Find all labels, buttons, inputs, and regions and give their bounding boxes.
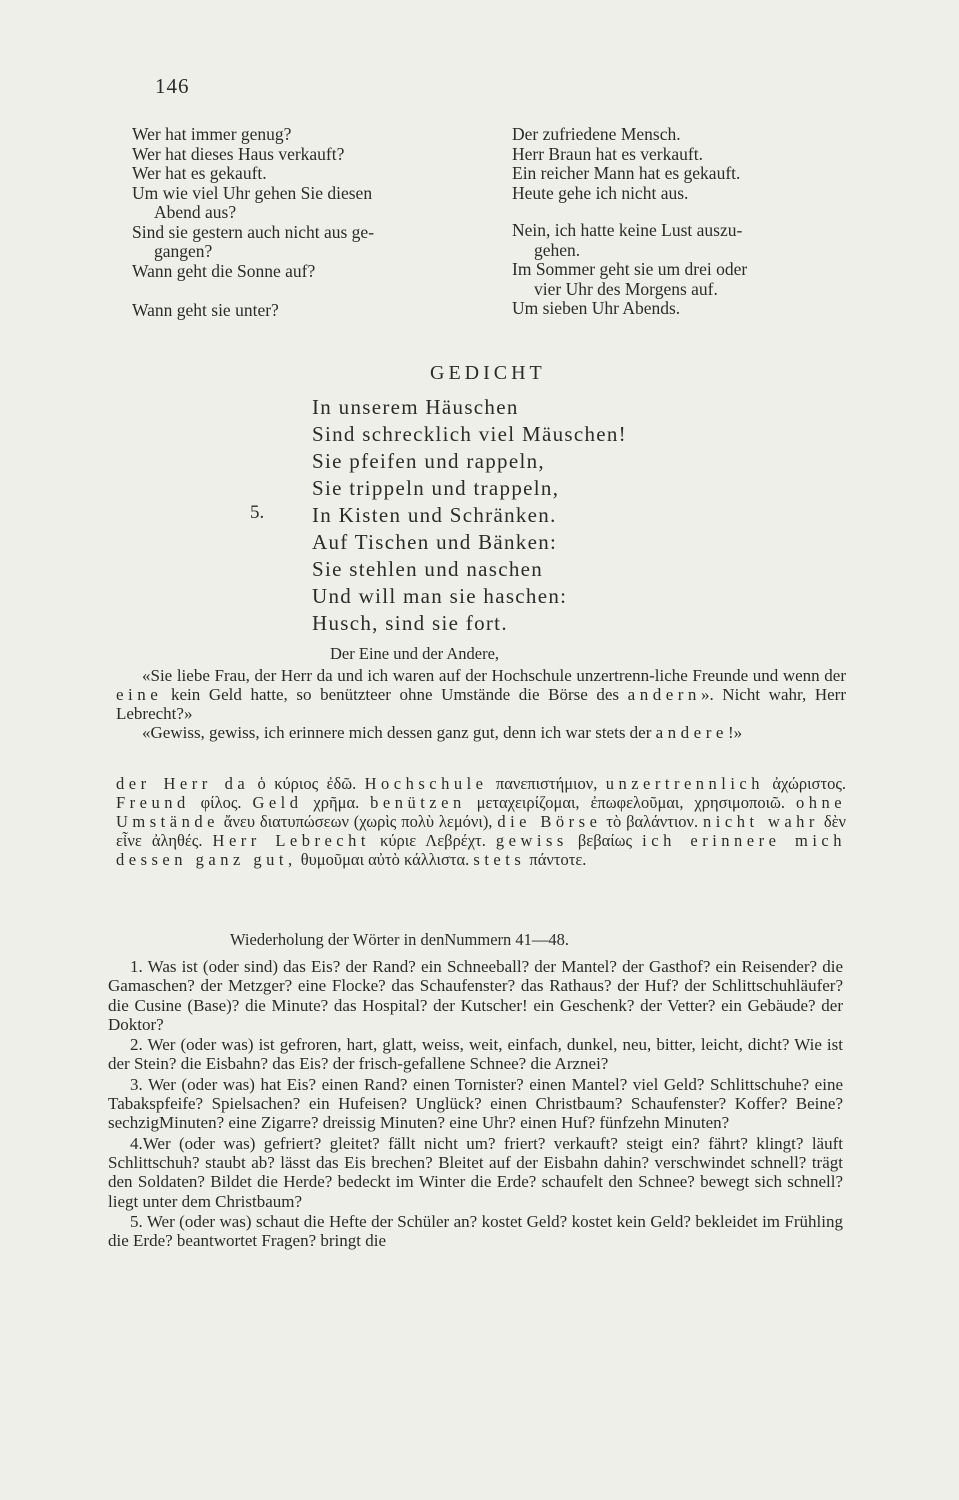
page-number: 146 bbox=[155, 74, 190, 98]
question: Sind sie gestern auch nicht aus ge- gangen? bbox=[132, 221, 375, 261]
review-title: Wiederholung der Wörter in denNummern 41—48. bbox=[230, 930, 570, 949]
poem-title: GEDICHT bbox=[430, 362, 546, 384]
glossary-paragraph: der Herr da ὁ κύριος ἐδῶ. Hochschule πανεπιστήμιον, unzertrennlich ἀχώριστος. Freund φίλος. Geld χρῆμα. benützen μεταχειρίζομαι, ἐπωφελοῦμαι, χρησιμοποιῶ. ohne Umstände ἄνευ διατυπώσεων (χωρὶς πολὺ λεμόνι), die Börse τὸ βαλάντιον. nicht wahr δὲν εἶνε ἀληθές. Herr Lebrecht κύριε Λεβρέχτ. gewiss βεβαίως ich erinnere mich dessen ganz gut, θυμοῦμαι αὐτὸ κάλλιστα. stets πάντοτε. bbox=[116, 774, 847, 869]
review-paragraph: 1. Was ist (oder sind) das Eis? der Rand? ein Schneeball? der Mantel? der Gasthof? ein Reisender? die Gamaschen? der Metzger? eine Flocke? das Schaufenster? das Rathaus? der Huf? der Schlittschuhläufer? die Cusine (Base)? die Minute? das Hospital? der Kutscher! ein Geschenk? der Vetter? ein Gebäude? der Doktor? bbox=[108, 957, 843, 1034]
story-paragraph: «Sie liebe Frau, der Herr da und ich waren auf der Hochschule unzertrenn-liche Freunde und wenn der eine kein Geld hatte, so benützteer ohne Umstände die Börse des andern». Nicht wahr, Herr Lebrecht?» bbox=[116, 666, 846, 723]
review-paragraph: 2. Wer (oder was) ist gefroren, hart, glatt, weiss, weit, einfach, dunkel, neu, bitter, leicht, dicht? Wie ist der Stein? die Eisbahn? das Eis? der frisch-gefallene Schnee? die Arznei? bbox=[108, 1035, 843, 1074]
poem-line: Sie trippeln und trappeln, bbox=[312, 476, 560, 500]
question: Wann geht die Sonne auf? bbox=[132, 260, 316, 281]
poem-line: Und will man sie haschen: bbox=[312, 584, 568, 608]
poem-line: Auf Tischen und Bänken: bbox=[312, 530, 558, 554]
poem-line: Sind schrecklich viel Mäuschen! bbox=[312, 422, 627, 446]
answer: Nein, ich hatte keine Lust auszu- gehen. bbox=[512, 220, 743, 260]
question: Wer hat es gekauft. bbox=[132, 163, 267, 183]
story-paragraph: «Gewiss, gewiss, ich erinnere mich dessen ganz gut, denn ich war stets der andere!» bbox=[142, 723, 743, 742]
poem-line: Sie pfeifen und rappeln, bbox=[312, 449, 545, 473]
answer: Der zufriedene Mensch. bbox=[512, 124, 681, 144]
answer: Herr Braun hat es verkauft. bbox=[512, 143, 703, 164]
answer: Heute gehe ich nicht aus. bbox=[512, 182, 689, 203]
poem-line: In Kisten und Schränken. bbox=[312, 503, 557, 527]
answers-column bbox=[512, 125, 857, 319]
vocabulary-glossary bbox=[116, 774, 846, 869]
review-paragraph: 4.Wer (oder was) gefriert? gleitet? fällt nicht um? friert? verkauft? steigt ein? fährt? klingt? läuft Schlittschuh? staubt ab? lässt das Eis brechen? Bleitet auf der Eisbahn dahin? verschwindet schnell? trägt den Soldaten? Bildet die Herde? bedeckt im Winter die Erde? schaufelt den Schnee? bewegt sich schnell? liegt unter dem Christbaum? bbox=[108, 1133, 843, 1211]
poem-line-number: 5. bbox=[250, 502, 265, 523]
question: Wer hat immer genug? bbox=[132, 124, 292, 144]
question: Um wie viel Uhr gehen Sie diesen Abend aus? bbox=[132, 182, 373, 222]
question: Wer hat dieses Haus verkauft? bbox=[132, 143, 345, 164]
answer: Um sieben Uhr Abends. bbox=[512, 298, 681, 318]
review-paragraph: 5. Wer (oder was) schaut die Hefte der Schüler an? kostet Geld? kostet kein Geld? bekleidet im Frühling die Erde? beantwortet Fragen? bringt die bbox=[108, 1211, 843, 1251]
story-text bbox=[116, 666, 846, 742]
poem-line: Husch, sind sie fort. bbox=[312, 611, 508, 635]
poem-line: Sie stehlen und naschen bbox=[312, 557, 544, 581]
story-title: Der Eine und der Andere, bbox=[330, 644, 500, 663]
review-exercises bbox=[108, 957, 843, 1251]
question: Wann geht sie unter? bbox=[132, 300, 279, 320]
poem-line: In unserem Häuschen bbox=[312, 395, 519, 419]
review-paragraph: 3. Wer (oder was) hat Eis? einen Rand? einen Tornister? einen Mantel? viel Geld? Schlittschuhe? eine Tabakspfeife? Spielsachen? ein Hufeisen? Unglück? einen Christbaum? Schaufenster? Koffer? Beine? sechzigMinuten? eine Zigarre? dreissig Minuten? eine Uhr? einen Huf? fünfzehn Minuten? bbox=[108, 1074, 843, 1133]
answer: Ein reicher Mann hat es gekauft. bbox=[512, 163, 741, 183]
poem bbox=[312, 394, 627, 637]
questions-column bbox=[132, 125, 492, 321]
answer: Im Sommer geht sie um drei oder vier Uhr des Morgens auf. bbox=[512, 259, 748, 299]
